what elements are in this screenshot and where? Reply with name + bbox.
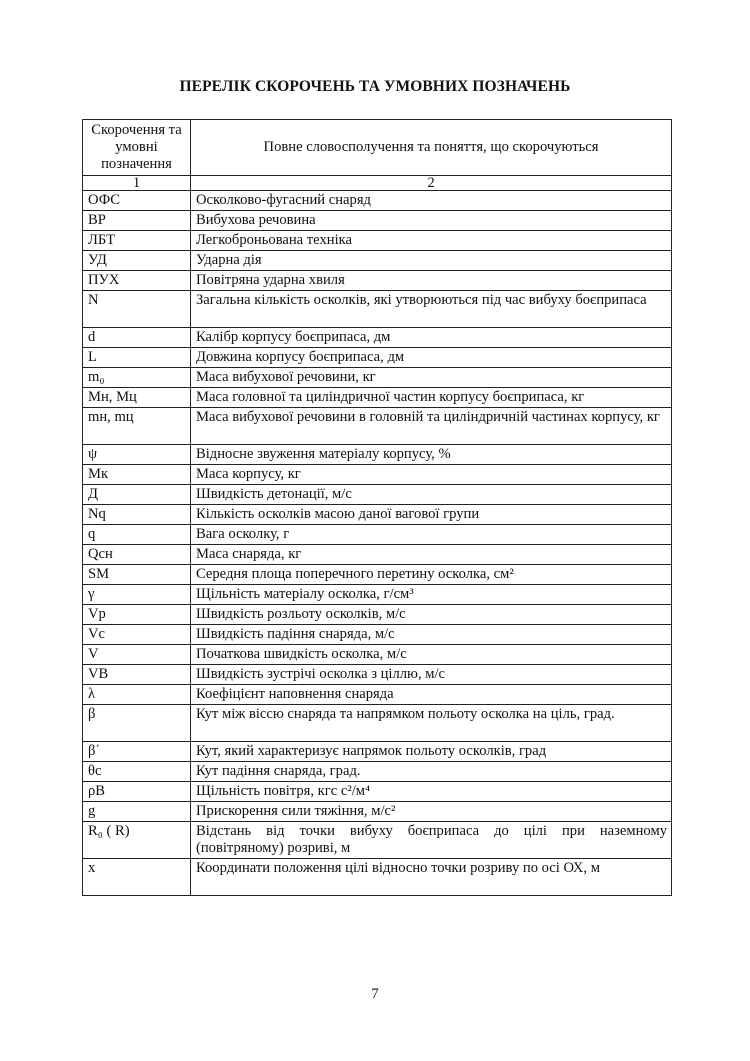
abbreviation-cell: ВР (83, 211, 191, 231)
table-row (83, 211, 672, 231)
table-row (83, 585, 672, 605)
abbreviation-cell: λ (83, 685, 191, 705)
abbreviation-cell: V (83, 645, 191, 665)
abbreviation-cell: N (83, 291, 191, 328)
definition-cell: Відносне звуження матеріалу корпусу, % (191, 445, 672, 465)
definition-cell: Кут падіння снаряда, град. (191, 762, 672, 782)
table-row (83, 445, 672, 465)
definition-cell: Відстань від точки вибуху боєприпаса до цілі при наземному (повітряному) розриві, м (191, 822, 672, 859)
abbreviation-cell: L (83, 348, 191, 368)
page-title: ПЕРЕЛІК СКОРОЧЕНЬ ТА УМОВНИХ ПОЗНАЧЕНЬ (179, 78, 571, 95)
abbreviations-table (82, 119, 672, 896)
abbreviation-cell: d (83, 328, 191, 348)
abbreviation-cell: ψ (83, 445, 191, 465)
abbreviation-cell: ЛБТ (83, 231, 191, 251)
definition-cell: Маса снаряда, кг (191, 545, 672, 565)
table-row (83, 545, 672, 565)
abbreviation-cell: β (83, 705, 191, 742)
header-full-terms: Повне словосполучення та поняття, що скорочуються (191, 120, 672, 176)
table-row (83, 685, 672, 705)
definition-cell: Кількість осколків масою даної вагової групи (191, 505, 672, 525)
definition-cell: Легкоброньована техніка (191, 231, 672, 251)
abbreviation-cell: g (83, 802, 191, 822)
table-row (83, 465, 672, 485)
definition-cell: Маса корпусу, кг (191, 465, 672, 485)
definition-cell: Повітряна ударна хвиля (191, 271, 672, 291)
definition-cell: Швидкість детонації, м/с (191, 485, 672, 505)
table-row (83, 859, 672, 896)
abbreviation-cell: Qсн (83, 545, 191, 565)
abbreviation-cell: Nq (83, 505, 191, 525)
column-number-row (83, 176, 672, 191)
table-row (83, 565, 672, 585)
abbreviation-cell: β΄ (83, 742, 191, 762)
definition-cell: Прискорення сили тяжіння, м/с² (191, 802, 672, 822)
definition-cell: Початкова швидкість осколка, м/с (191, 645, 672, 665)
table-row (83, 485, 672, 505)
table-row (83, 505, 672, 525)
column-number-2: 2 (191, 176, 672, 191)
abbreviation-cell: q (83, 525, 191, 545)
definition-cell: Щільність матеріалу осколка, г/см³ (191, 585, 672, 605)
abbreviation-cell: Мн, Мц (83, 388, 191, 408)
header-abbreviations: Скорочення та умовні позначення (83, 120, 191, 176)
abbreviation-cell: γ (83, 585, 191, 605)
table-row (83, 762, 672, 782)
page-number: 7 (371, 986, 379, 1002)
table-row (83, 408, 672, 445)
table-row (83, 645, 672, 665)
abbreviation-cell: R₀ ( R) (83, 822, 191, 859)
abbreviation-cell: SM (83, 565, 191, 585)
definition-cell: Координати положення цілі відносно точки розриву по осі ОХ, м (191, 859, 672, 896)
table-row (83, 665, 672, 685)
abbreviation-cell: θс (83, 762, 191, 782)
table-row (83, 271, 672, 291)
abbreviation-cell: m₀ (83, 368, 191, 388)
abbreviation-cell: Д (83, 485, 191, 505)
abbreviation-cell: ПУХ (83, 271, 191, 291)
definition-cell: Загальна кількість осколків, які утворюються під час вибуху боєприпаса (191, 291, 672, 328)
abbreviation-cell: ρВ (83, 782, 191, 802)
definition-cell: Середня площа поперечного перетину осколка, см² (191, 565, 672, 585)
table-row (83, 291, 672, 328)
definition-cell: Маса вибухової речовини в головній та циліндричній частинах корпусу, кг (191, 408, 672, 445)
table-row (83, 705, 672, 742)
column-number-1: 1 (83, 176, 191, 191)
table-row (83, 822, 672, 859)
definition-cell: Швидкість розльоту осколків, м/с (191, 605, 672, 625)
abbreviation-cell: Vс (83, 625, 191, 645)
table-row (83, 191, 672, 211)
definition-cell: Ударна дія (191, 251, 672, 271)
abbreviation-cell: x (83, 859, 191, 896)
definition-cell: Маса головної та циліндричної частин корпусу боєприпаса, кг (191, 388, 672, 408)
definition-cell: Коефіцієнт наповнення снаряда (191, 685, 672, 705)
definition-cell: Щільність повітря, кгс с²/м⁴ (191, 782, 672, 802)
table-row (83, 782, 672, 802)
table-header-row (83, 120, 672, 176)
definition-cell: Маса вибухової речовини, кг (191, 368, 672, 388)
table-row (83, 388, 672, 408)
definition-cell: Калібр корпусу боєприпаса, дм (191, 328, 672, 348)
table-row (83, 348, 672, 368)
table-row (83, 368, 672, 388)
table-row (83, 625, 672, 645)
abbreviation-cell: ОФС (83, 191, 191, 211)
table-row (83, 802, 672, 822)
definition-cell: Вибухова речовина (191, 211, 672, 231)
table-row (83, 742, 672, 762)
table-row (83, 525, 672, 545)
abbreviation-cell: mн, mц (83, 408, 191, 445)
definition-cell: Кут між віссю снаряда та напрямком польоту осколка на ціль, град. (191, 705, 672, 742)
definition-cell: Кут, який характеризує напрямок польоту осколків, град (191, 742, 672, 762)
table-row (83, 328, 672, 348)
definition-cell: Довжина корпусу боєприпаса, дм (191, 348, 672, 368)
table-row (83, 605, 672, 625)
definition-cell: Швидкість падіння снаряда, м/с (191, 625, 672, 645)
table-row (83, 251, 672, 271)
abbreviation-cell: Vр (83, 605, 191, 625)
abbreviation-cell: VВ (83, 665, 191, 685)
abbreviation-cell: УД (83, 251, 191, 271)
table-row (83, 231, 672, 251)
definition-cell: Швидкість зустрічі осколка з ціллю, м/с (191, 665, 672, 685)
definition-cell: Вага осколку, г (191, 525, 672, 545)
definition-cell: Осколково-фугасний снаряд (191, 191, 672, 211)
abbreviation-cell: Мк (83, 465, 191, 485)
